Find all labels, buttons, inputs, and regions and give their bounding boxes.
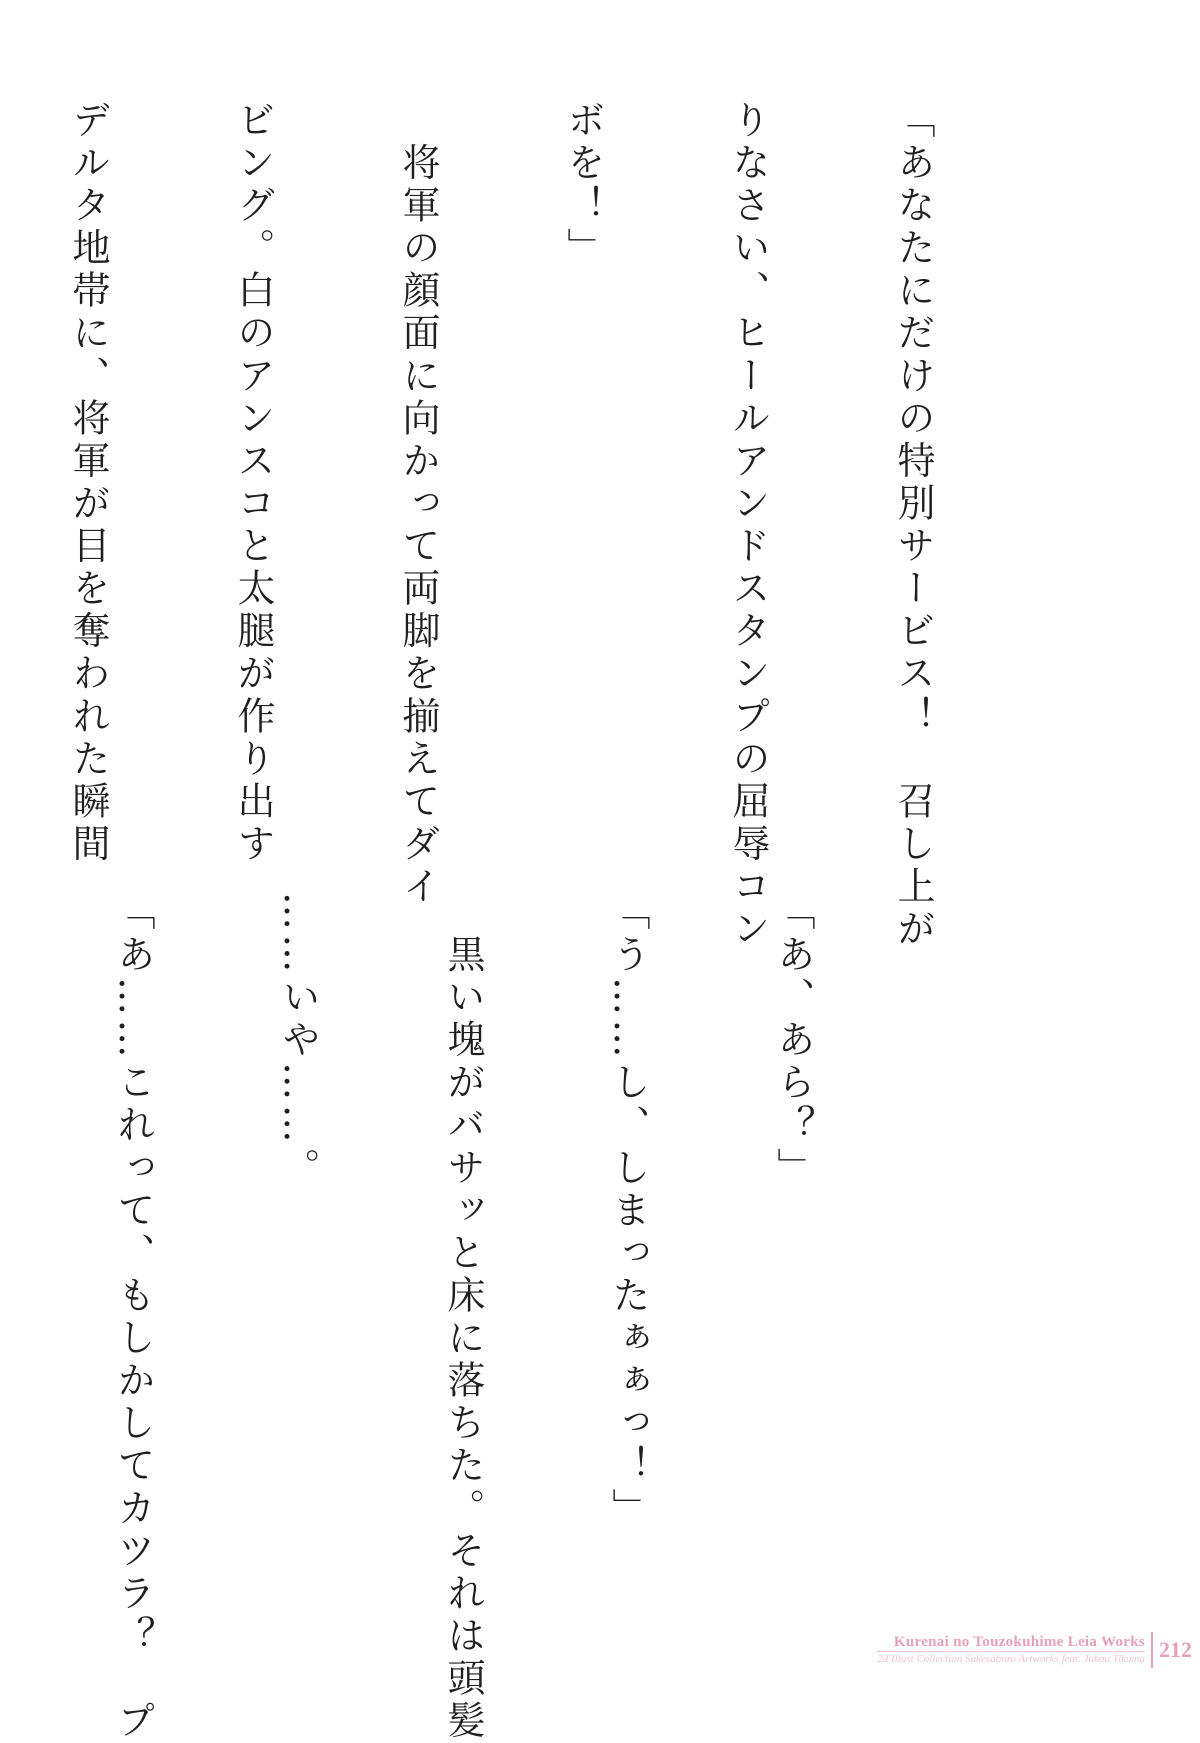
text-line: ボを！」: [561, 100, 605, 271]
text-line: 「あ……これって、もしかしてカツラ？ プ: [111, 892, 155, 1743]
text-line: 「あ、あら？」: [771, 892, 815, 1190]
text-line: デルタ地帯に、将軍が目を奪われた瞬間: [66, 100, 110, 867]
text-block-top: [0, 100, 1050, 952]
text-line: りなさい、ヒールアンドスタンプの屈辱コン: [726, 100, 770, 952]
text-line: 黒い塊がバサッと床に落ちた。それは頭髪: [441, 892, 485, 1743]
text-block-bottom: [0, 892, 930, 1743]
footer-subtitle: 2d Illust Collection Sukesaburo Artworks feat. Jukou Tikuma: [877, 1653, 1145, 1665]
footer-title: Kurenai no Touzokuhime Leia Works: [893, 1634, 1145, 1650]
footer-titles: [877, 1634, 1145, 1666]
text-line: ビング。白のアンスコと太腿が作り出す: [231, 100, 275, 867]
page-number: 212: [1159, 1637, 1192, 1662]
footer-divider: [1151, 1632, 1153, 1668]
text-line: ……いや……。: [276, 892, 320, 1190]
text-line: 「あなたにだけの特別サービス！ 召し上が: [891, 100, 935, 952]
text-line: 「う……し、しまったぁぁっ！」: [606, 892, 650, 1531]
page-footer: [877, 1630, 1192, 1670]
text-line: 将軍の顔面に向かって両脚を揃えてダイ: [396, 100, 440, 909]
